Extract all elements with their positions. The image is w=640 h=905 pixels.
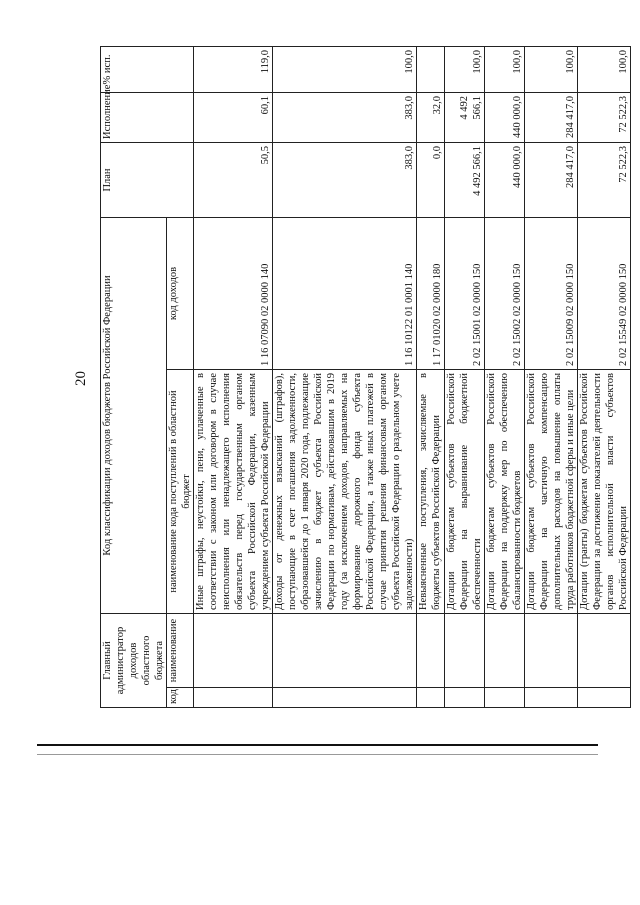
table-row (417, 46, 445, 707)
row-income-code: 2 02 15002 02 0000 150 (485, 217, 525, 369)
table-row (194, 46, 273, 707)
budget-income-table (100, 46, 631, 708)
row-plan: 440 000,0 (485, 142, 525, 217)
header-name: наименование (167, 614, 194, 688)
row-plan: 0,0 (417, 142, 445, 217)
table-row (445, 46, 485, 707)
row-income-code: 2 02 15001 02 0000 150 (445, 217, 485, 369)
row-income-code: 1 17 01020 02 0000 180 (417, 217, 445, 369)
row-admin-name (485, 614, 525, 688)
row-income-name: Дотации бюджетам субъектов Российской Федерации на поддержку мер по обеспечению сбалансированности бюджетов (485, 370, 525, 614)
row-income-name: Невыясненные поступления, зачисляемые в бюджеты субъектов Российской Федерации (417, 370, 445, 614)
row-income-name: Дотации бюджетам субъектов Российской Федерации на выравнивание бюджетной обеспеченности (445, 370, 485, 614)
row-admin-code (194, 688, 273, 708)
row-admin-code (445, 688, 485, 708)
row-percent: 100,0 (525, 46, 578, 92)
budget-table-rotated (100, 47, 629, 708)
row-admin-name (525, 614, 578, 688)
row-income-name: Дотации бюджетам субъектов Российской Федерации на частичную компенсацию дополнительных расходов на повышение оплаты труда работников бюджетной сферы и иные цели (525, 370, 578, 614)
row-admin-code (273, 688, 417, 708)
row-admin-name (578, 614, 631, 688)
row-percent: 100,0 (445, 46, 485, 92)
row-income-code: 1 16 07090 02 0000 140 (194, 217, 273, 369)
row-income-name: Иные штрафы, неустойки, пени, уплаченные в соответствии с законом или договором в случае неисполнения или ненадлежащего исполнения обязательств перед государственным органом субъекта Российской Федерации, казенным учреждением субъекта Российской Федерации (194, 370, 273, 614)
table-row (273, 46, 417, 707)
row-execution: 383,0 (273, 92, 417, 142)
row-percent: 100,0 (273, 46, 417, 92)
row-plan: 383,0 (273, 142, 417, 217)
row-admin-name (445, 614, 485, 688)
row-admin-code (525, 688, 578, 708)
row-admin-name (273, 614, 417, 688)
header-execution: Исполнение (101, 92, 194, 142)
row-plan: 72 522,3 (578, 142, 631, 217)
row-execution: 284 417,0 (525, 92, 578, 142)
row-admin-name (417, 614, 445, 688)
row-admin-code (485, 688, 525, 708)
header-classification-group: Код классификации доходов бюджетов Российской Федерации (101, 217, 167, 613)
row-percent: 100,0 (485, 46, 525, 92)
table-row (485, 46, 525, 707)
row-income-code: 1 16 10122 01 0001 140 (273, 217, 417, 369)
row-percent (417, 46, 445, 92)
row-execution: 32,0 (417, 92, 445, 142)
row-income-code: 2 02 15549 02 0000 150 (578, 217, 631, 369)
row-income-name: Доходы от денежных взысканий (штрафов), поступающие в счет погашения задолженности, образовавшейся до 1 января 2020 года, подлежащие зачислению в бюджет субъекта Российской Федерации по нормативам, действовавшим в 2019 году (за исключением доходов, направляемых на формирование дорожного фонда субъекта Российской Федерации, а также иных платежей в случае принятия решения финансовым органом субъекта Российской Федерации о раздельном учете задолженности) (273, 370, 417, 614)
row-execution: 72 522,3 (578, 92, 631, 142)
row-admin-code (417, 688, 445, 708)
row-admin-code (578, 688, 631, 708)
row-execution: 60,1 (194, 92, 273, 142)
table-row (578, 46, 631, 707)
row-plan: 284 417,0 (525, 142, 578, 217)
header-income-name: наименование кода поступлений в областной бюджет (167, 370, 194, 614)
page-separator-thin (37, 754, 598, 755)
row-income-code: 2 02 15009 02 0000 150 (525, 217, 578, 369)
header-income-code: код доходов (167, 217, 194, 369)
row-plan: 50,5 (194, 142, 273, 217)
row-plan: 4 492 566,1 (445, 142, 485, 217)
header-admin-group: Главный администратор доходов областного бюджета (101, 614, 167, 708)
row-execution: 4 492 566,1 (445, 92, 485, 142)
header-plan: План (101, 142, 194, 217)
row-admin-name (194, 614, 273, 688)
page-number: 20 (73, 371, 89, 386)
row-percent: 100,0 (578, 46, 631, 92)
row-income-name: Дотации (гранты) бюджетам субъектов Российской Федерации за достижение показателей деятельности органов исполнительной власти субъектов Российской Федерации (578, 370, 631, 614)
row-percent: 119,0 (194, 46, 273, 92)
table-row (525, 46, 578, 707)
header-percent: % исп. (101, 46, 194, 92)
header-code: код (167, 688, 194, 708)
row-execution: 440 000,0 (485, 92, 525, 142)
page-separator-thick (37, 744, 598, 746)
